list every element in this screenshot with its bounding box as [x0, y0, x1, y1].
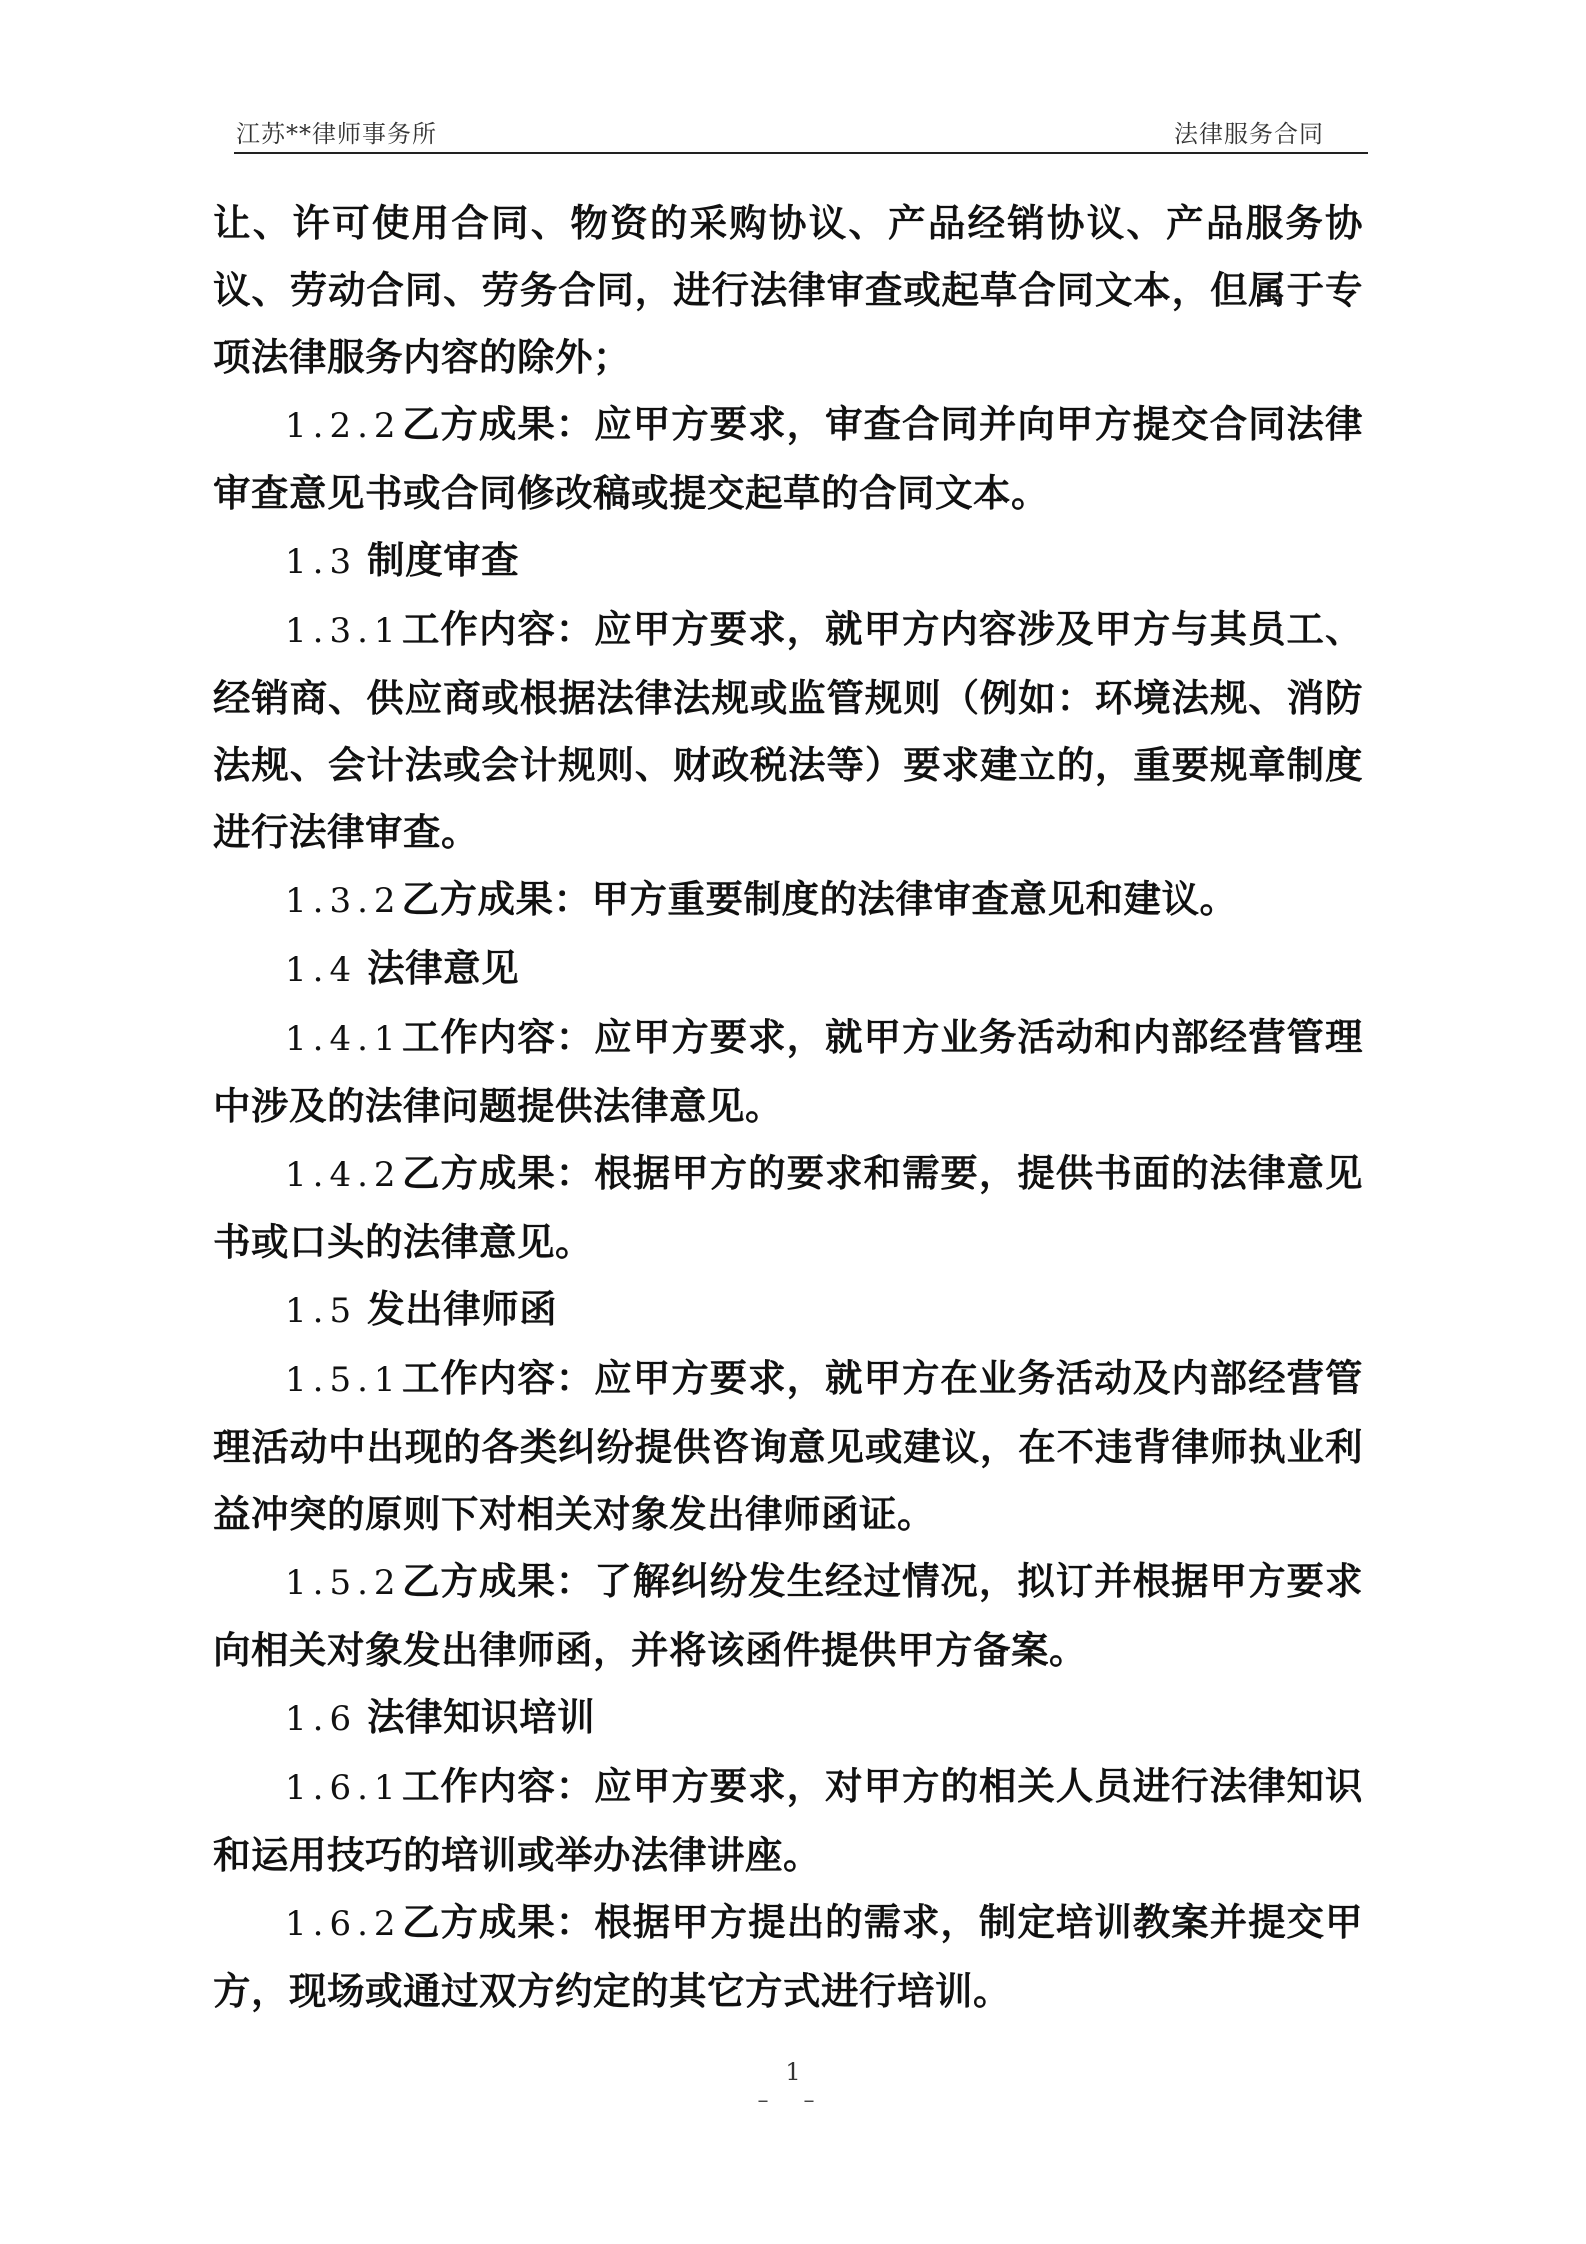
clause-1-6-2	[213, 1889, 1363, 2025]
document-title: 法律服务合同	[1174, 120, 1324, 148]
clause-text: 乙方成果：甲方重要制度的法律审查意见和建议。	[401, 877, 1238, 921]
clause-1-2-2	[213, 391, 1363, 527]
clause-text: 工作内容：应甲方要求，就甲方内容涉及甲方与其员工、经销商、供应商或根据法律法规或监管规则（例如：环境法规、消防法规、会计法或会计规则、财政税法等）要求建立的，重要规章制度进行法律审查。	[213, 607, 1363, 854]
clause-1-4-2	[213, 1140, 1363, 1276]
clause-1-4-1	[213, 1004, 1363, 1140]
section-title: 制度审查	[367, 538, 520, 582]
clause-number: 1.5.2	[285, 1563, 402, 1603]
section-heading-1-5	[213, 1276, 1363, 1345]
paragraph-text: 让、许可使用合同、物资的采购协议、产品经销协议、产品服务协议、劳动合同、劳务合同，进行法律审查或起草合同文本，但属于专项法律服务内容的除外；	[213, 201, 1363, 379]
clause-number: 1.4.1	[285, 1019, 402, 1059]
clause-text: 乙方成果：根据甲方提出的需求，制定培训教案并提交甲方，现场或通过双方约定的其它方式进行培训。	[213, 1900, 1363, 2013]
clause-number: 1.2.2	[285, 406, 402, 446]
page-number: 1	[785, 2058, 801, 2086]
clause-1-3-2	[213, 866, 1363, 935]
section-heading-1-4	[213, 935, 1363, 1004]
clause-number: 1.6.2	[285, 1904, 402, 1944]
clause-number: 1.4.2	[285, 1155, 402, 1195]
clause-number: 1.5.1	[285, 1360, 402, 1400]
clause-1-6-1	[213, 1753, 1363, 1889]
firm-name: 江苏**律师事务所	[236, 120, 437, 148]
clause-number: 1.6.1	[285, 1768, 402, 1808]
clause-number: 1.3.1	[285, 611, 402, 651]
clause-text: 工作内容：应甲方要求，对甲方的相关人员进行法律知识和运用技巧的培训或举办法律讲座。	[213, 1764, 1363, 1877]
clause-text: 乙方成果：应甲方要求，审查合同并向甲方提交合同法律审查意见书或合同修改稿或提交起草的合同文本。	[213, 402, 1363, 515]
clause-text: 工作内容：应甲方要求，就甲方在业务活动及内部经营管理活动中出现的各类纠纷提供咨询意见或建议，在不违背律师执业利益冲突的原则下对相关对象发出律师函证。	[213, 1356, 1363, 1536]
clause-1-5-2	[213, 1548, 1363, 1684]
clause-number: 1.3.2	[285, 881, 402, 921]
clause-text: 乙方成果：了解纠纷发生经过情况，拟订并根据甲方要求向相关对象发出律师函，并将该函件提供甲方备案。	[213, 1559, 1363, 1672]
clause-1-3-1	[213, 596, 1363, 866]
section-title: 法律知识培训	[367, 1695, 596, 1739]
page-number-dashes: – –	[757, 2088, 829, 2113]
clause-text: 工作内容：应甲方要求，就甲方业务活动和内部经营管理中涉及的法律问题提供法律意见。	[213, 1015, 1363, 1128]
section-title: 法律意见	[367, 946, 520, 990]
paragraph-continuation	[213, 190, 1363, 391]
section-number: 1.3	[285, 542, 358, 582]
section-number: 1.4	[285, 950, 358, 990]
section-title: 发出律师函	[367, 1287, 558, 1331]
page-header	[234, 108, 1368, 154]
contract-body	[213, 190, 1363, 2025]
section-heading-1-6	[213, 1684, 1363, 1753]
clause-text: 乙方成果：根据甲方的要求和需要，提供书面的法律意见书或口头的法律意见。	[213, 1151, 1363, 1264]
section-number: 1.5	[285, 1291, 358, 1331]
section-number: 1.6	[285, 1699, 358, 1739]
section-heading-1-3	[213, 527, 1363, 596]
clause-1-5-1	[213, 1345, 1363, 1548]
